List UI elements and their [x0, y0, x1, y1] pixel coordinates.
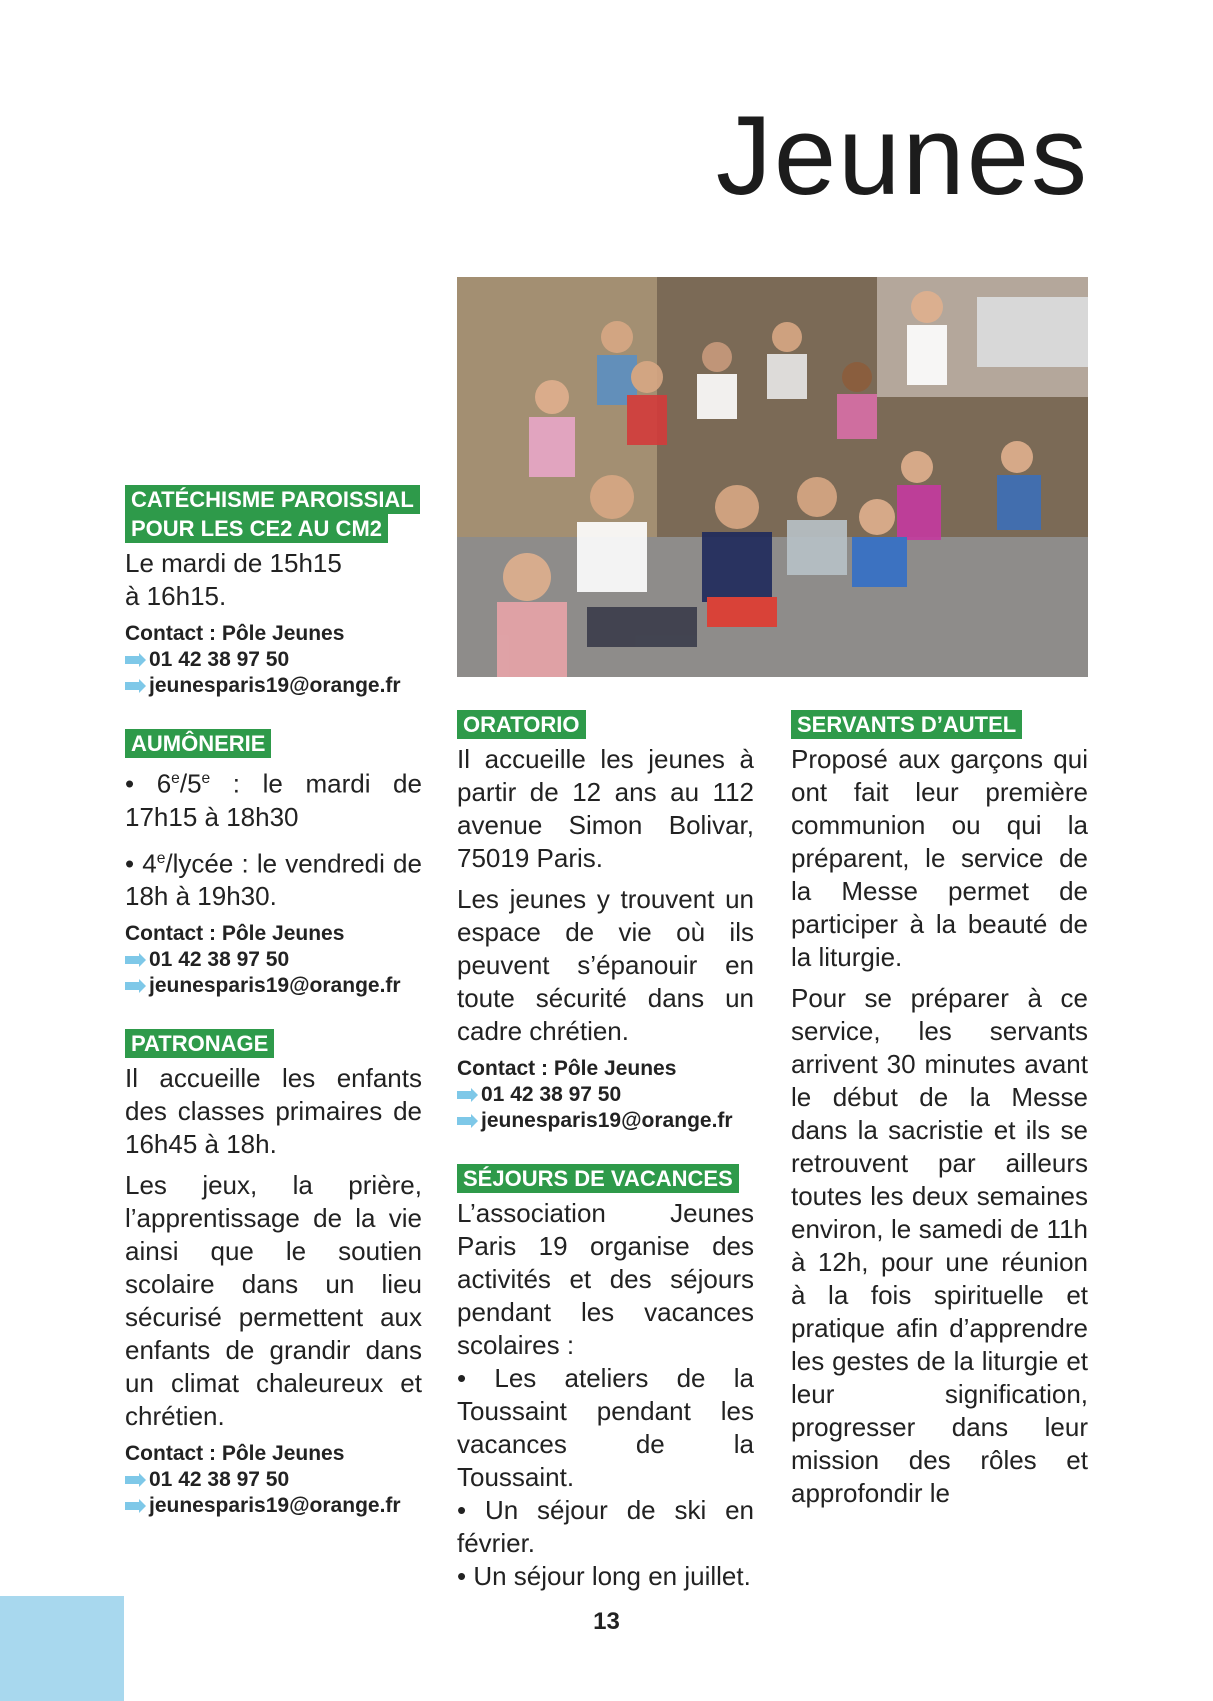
body-text: Pour se préparer à ce service, les servants arrivent 30 minutes avant le début de la Messe dans la sacristie et ils se retrouvent par ailleurs toutes les deux semaines environ, le samedi de 11h à 12h, pour une réunion à la fois spirituelle et pratique afin d’apprendre les gestes de la liturgie et leur signification, progresser dans leur mission des rôles et approfondir le	[791, 983, 1088, 1508]
heading-line: CATÉCHISME PAROISSIAL	[125, 485, 420, 514]
section-catechisme	[125, 485, 422, 699]
group-photo	[457, 277, 1088, 677]
body-text: Proposé aux garçons qui ont fait leur première communion ou qui la préparent, le service de la Messe permet de participer à la beauté de la liturgie.	[791, 744, 1088, 972]
body-text: L’association Jeunes Paris 19 organise des activités et des séjours pendant les vacances scolaires :	[457, 1198, 754, 1360]
body-text: Le mardi de 15h15	[125, 548, 342, 578]
contact-label: Contact : Pôle Jeunes	[125, 1442, 345, 1466]
list-item: • Un séjour long en juillet.	[457, 1561, 751, 1591]
contact-label: Contact : Pôle Jeunes	[125, 622, 345, 645]
arrow-icon	[125, 982, 139, 990]
phone-number[interactable]: 01 42 38 97 50	[149, 648, 290, 671]
body-text: Il accueille les enfants des classes primaires de 16h45 à 18h.	[125, 1063, 422, 1160]
arrow-icon	[125, 656, 139, 664]
email-link[interactable]: jeunesparis19@orange.fr	[149, 974, 401, 998]
list-item: • Un séjour de ski en février.	[457, 1495, 754, 1558]
arrow-icon	[457, 1091, 471, 1099]
column-right	[791, 710, 1088, 1540]
section-heading: AUMÔNERIE	[125, 729, 271, 758]
list-item: • Les ateliers de la Toussaint pendant les vacances de la Toussaint.	[457, 1363, 754, 1492]
contact-block	[457, 1056, 754, 1134]
body-text: Les jeux, la prière, l’apprentissage de la vie ainsi que le soutien scolaire dans un lieu sécurisé permettent aux enfants de grandir dans un climat chaleureux et chrétien.	[125, 1170, 422, 1432]
section-servants	[791, 710, 1088, 1510]
contact-block	[125, 1441, 422, 1519]
column-left	[125, 485, 422, 1549]
body-text: Il accueille les jeunes à partir de 12 ans au 112 avenue Simon Bolivar, 75019 Paris.	[457, 744, 754, 873]
arrow-icon	[125, 1502, 139, 1510]
phone-number[interactable]: 01 42 38 97 50	[149, 1468, 290, 1492]
arrow-icon	[125, 1476, 139, 1484]
arrow-icon	[457, 1117, 471, 1125]
page-number: 13	[593, 1608, 620, 1635]
section-sejours	[457, 1164, 754, 1593]
section-heading	[125, 485, 422, 543]
arrow-icon	[125, 956, 139, 964]
arrow-icon	[125, 682, 139, 690]
phone-number[interactable]: 01 42 38 97 50	[149, 948, 290, 972]
phone-number[interactable]: 01 42 38 97 50	[481, 1083, 622, 1106]
page-title: Jeunes	[715, 93, 1089, 218]
email-link[interactable]: jeunesparis19@orange.fr	[481, 1109, 733, 1132]
contact-block	[125, 921, 422, 999]
section-oratorio	[457, 710, 754, 1134]
body-text: • 6e/5e : le mardi de 17h15 à 18h30	[125, 768, 422, 832]
section-heading: SÉJOURS DE VACANCES	[457, 1164, 739, 1193]
body-text: • 4e/lycée : le vendredi de 18h à 19h30.	[125, 848, 422, 912]
section-heading: PATRONAGE	[125, 1029, 274, 1058]
section-aumonerie	[125, 729, 422, 999]
body-text: à 16h15.	[125, 581, 227, 611]
body-text: Les jeunes y trouvent un espace de vie où ils peuvent s’épanouir en toute sécurité dans un cadre chrétien.	[457, 884, 754, 1046]
email-link[interactable]: jeunesparis19@orange.fr	[149, 674, 401, 697]
email-link[interactable]: jeunesparis19@orange.fr	[149, 1494, 401, 1518]
section-patronage	[125, 1029, 422, 1519]
heading-line: POUR LES CE2 AU CM2	[125, 514, 388, 543]
contact-label: Contact : Pôle Jeunes	[457, 1057, 677, 1080]
section-heading: ORATORIO	[457, 710, 586, 739]
column-middle	[457, 710, 754, 1623]
contact-block	[125, 621, 422, 699]
contact-label: Contact : Pôle Jeunes	[125, 922, 345, 946]
section-heading: SERVANTS D’AUTEL	[791, 710, 1022, 739]
photo-illustration	[457, 277, 1088, 677]
